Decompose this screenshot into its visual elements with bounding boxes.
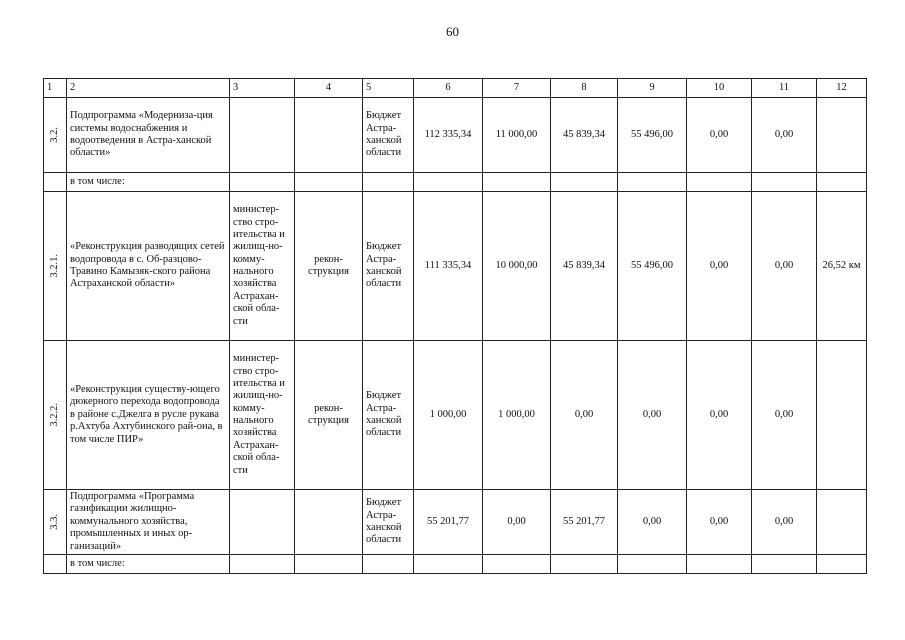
- column-number: 1: [44, 79, 67, 98]
- row-number: 3.2.2.: [44, 341, 67, 490]
- work-type: рекон-струкция: [295, 192, 363, 341]
- indicator: 26,52 км: [817, 192, 867, 341]
- empty-cell: [414, 173, 483, 192]
- empty-cell: [551, 555, 618, 574]
- subtotal-label: в том числе:: [67, 173, 230, 192]
- program-name: Подпрограмма «Программа газификации жилищно-коммунального хозяйства, промышленных и иных ор-ганизаций»: [67, 490, 230, 555]
- funding-source: Бюджет Астра-ханской области: [363, 341, 414, 490]
- amount-col8: 45 839,34: [551, 192, 618, 341]
- column-number-row: [44, 79, 867, 98]
- column-number: 12: [817, 79, 867, 98]
- empty-cell: [618, 173, 687, 192]
- amount-col7: 10 000,00: [483, 192, 551, 341]
- table-row: [44, 98, 867, 173]
- empty-cell: [483, 173, 551, 192]
- empty-cell: [363, 173, 414, 192]
- indicator: [817, 341, 867, 490]
- empty-cell: [414, 555, 483, 574]
- empty-cell: [551, 173, 618, 192]
- amount-total: 111 335,34: [414, 192, 483, 341]
- empty-cell: [230, 555, 295, 574]
- amount-total: 112 335,34: [414, 98, 483, 173]
- table-row: [44, 173, 867, 192]
- amount-col9: 0,00: [618, 490, 687, 555]
- executor: [230, 98, 295, 173]
- row-number: [44, 555, 67, 574]
- executor: министер-ство стро-ительства и жилищ-но-комму-нального хозяйства Астрахан-ской обла-сти: [230, 341, 295, 490]
- amount-col8: 55 201,77: [551, 490, 618, 555]
- funding-source: Бюджет Астра-ханской области: [363, 490, 414, 555]
- page-number: 60: [446, 24, 459, 39]
- empty-cell: [618, 555, 687, 574]
- table-row: [44, 555, 867, 574]
- executor: [230, 490, 295, 555]
- column-number: 11: [752, 79, 817, 98]
- column-number: 2: [67, 79, 230, 98]
- empty-cell: [752, 555, 817, 574]
- table-row: [44, 192, 867, 341]
- budget-table: [43, 78, 867, 574]
- amount-total: 55 201,77: [414, 490, 483, 555]
- project-name: «Реконструкция разводящих сетей водопровода в с. Об-разцово-Травино Камызяк-ского района Астраханской области»: [67, 192, 230, 341]
- amount-col9: 55 496,00: [618, 98, 687, 173]
- amount-col7: 1 000,00: [483, 341, 551, 490]
- table-row: [44, 341, 867, 490]
- table-row: [44, 490, 867, 555]
- column-number: 9: [618, 79, 687, 98]
- empty-cell: [295, 555, 363, 574]
- empty-cell: [295, 173, 363, 192]
- row-number: [44, 173, 67, 192]
- amount-col11: 0,00: [752, 98, 817, 173]
- amount-col11: 0,00: [752, 341, 817, 490]
- indicator: [817, 490, 867, 555]
- empty-cell: [687, 173, 752, 192]
- column-number: 8: [551, 79, 618, 98]
- column-number: 5: [363, 79, 414, 98]
- amount-col8: 45 839,34: [551, 98, 618, 173]
- amount-col11: 0,00: [752, 490, 817, 555]
- amount-total: 1 000,00: [414, 341, 483, 490]
- work-type: [295, 490, 363, 555]
- column-number: 3: [230, 79, 295, 98]
- subtotal-label: в том числе:: [67, 555, 230, 574]
- empty-cell: [687, 555, 752, 574]
- work-type: [295, 98, 363, 173]
- funding-source: Бюджет Астра-ханской области: [363, 192, 414, 341]
- amount-col10: 0,00: [687, 192, 752, 341]
- work-type: рекон-струкция: [295, 341, 363, 490]
- amount-col9: 55 496,00: [618, 192, 687, 341]
- amount-col10: 0,00: [687, 341, 752, 490]
- empty-cell: [817, 555, 867, 574]
- empty-cell: [230, 173, 295, 192]
- column-number: 10: [687, 79, 752, 98]
- amount-col11: 0,00: [752, 192, 817, 341]
- funding-source: Бюджет Астра-ханской области: [363, 98, 414, 173]
- amount-col9: 0,00: [618, 341, 687, 490]
- indicator: [817, 98, 867, 173]
- column-number: 4: [295, 79, 363, 98]
- row-number: 3.2.1.: [44, 192, 67, 341]
- executor: министер-ство стро-ительства и жилищ-но-комму-нального хозяйства Астрахан-ской обла-сти: [230, 192, 295, 341]
- amount-col10: 0,00: [687, 98, 752, 173]
- row-number: 3.2.: [44, 98, 67, 173]
- column-number: 7: [483, 79, 551, 98]
- empty-cell: [363, 555, 414, 574]
- program-name: Подпрограмма «Модерниза-ция системы водоснабжения и водоотведения в Астра-ханской области»: [67, 98, 230, 173]
- row-number: 3.3.: [44, 490, 67, 555]
- column-number: 6: [414, 79, 483, 98]
- amount-col7: 0,00: [483, 490, 551, 555]
- amount-col10: 0,00: [687, 490, 752, 555]
- project-name: «Реконструкция существу-ющего дюкерного перехода водопровода в районе с.Джелга в русле рукава р.Ахтуба Ахтубинского рай-она, в том числе ПИР»: [67, 341, 230, 490]
- amount-col7: 11 000,00: [483, 98, 551, 173]
- empty-cell: [817, 173, 867, 192]
- empty-cell: [483, 555, 551, 574]
- empty-cell: [752, 173, 817, 192]
- amount-col8: 0,00: [551, 341, 618, 490]
